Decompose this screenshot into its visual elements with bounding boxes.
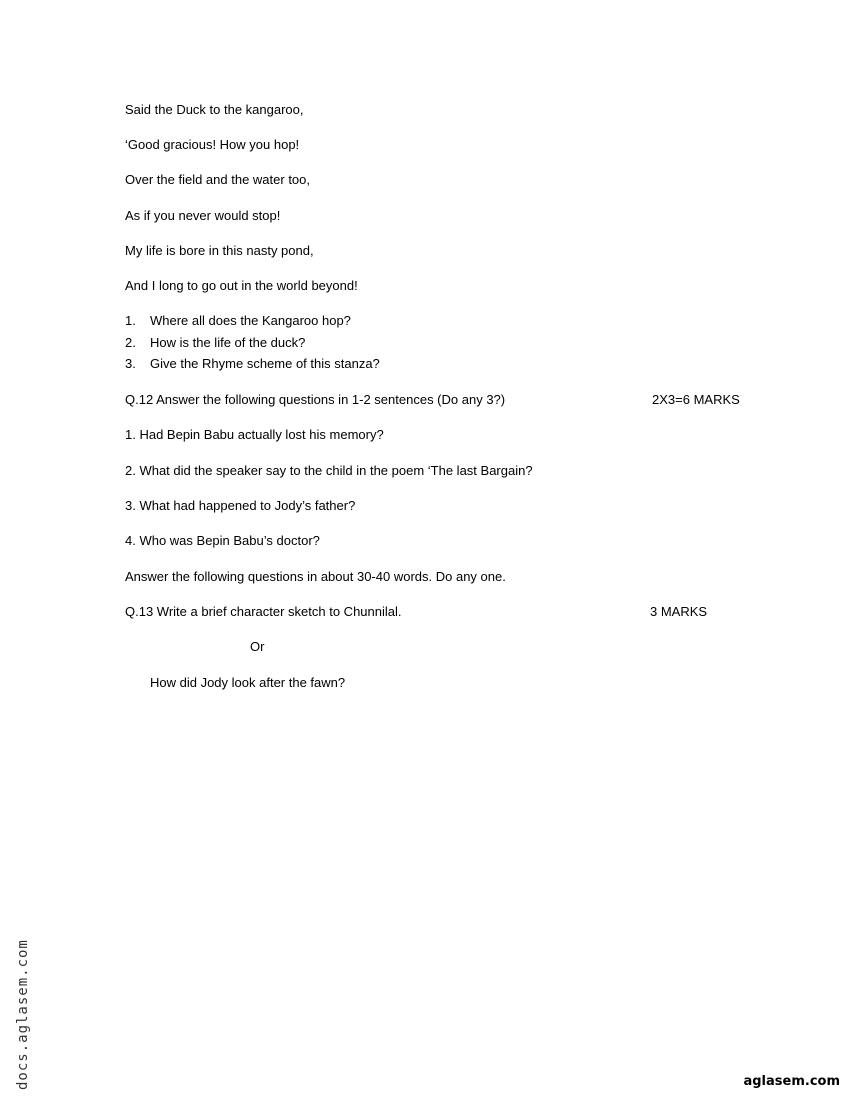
q12-item-1: 1. Had Bepin Babu actually lost his memory?	[125, 427, 384, 442]
poem-question-text: Give the Rhyme scheme of this stanza?	[150, 356, 380, 371]
corner-watermark: aglasem.com	[743, 1074, 840, 1089]
q12-heading: Q.12 Answer the following questions in 1-2 sentences (Do any 3?)	[125, 392, 506, 407]
poem-line-4: As if you never would stop!	[125, 208, 281, 223]
q12-marks: 2X3=6 MARKS	[652, 392, 740, 407]
poem-question-2	[125, 335, 305, 351]
poem-line-5: My life is bore in this nasty pond,	[125, 243, 314, 258]
q13-or-label: Or	[250, 639, 265, 654]
poem-line-2: ‘Good gracious! How you hop!	[125, 137, 300, 152]
q12-item-3: 3. What had happened to Jody’s father?	[125, 498, 356, 513]
poem-question-number: 1.	[125, 313, 136, 328]
poem-line-6: And I long to go out in the world beyond!	[125, 278, 358, 293]
side-watermark: docs.aglasem.com	[15, 939, 31, 1090]
q13-marks: 3 MARKS	[650, 604, 708, 619]
poem-line-3: Over the field and the water too,	[125, 172, 310, 187]
poem-question-text: How is the life of the duck?	[150, 335, 306, 350]
poem-question-3	[125, 356, 380, 372]
poem-question-1	[125, 313, 351, 329]
poem-question-number: 2.	[125, 335, 136, 350]
q13-alternative: How did Jody look after the fawn?	[150, 675, 346, 690]
section-instruction: Answer the following questions in about 30-40 words. Do any one.	[125, 569, 506, 584]
q12-item-4: 4. Who was Bepin Babu’s doctor?	[125, 533, 320, 548]
q12-item-2: 2. What did the speaker say to the child in the poem ‘The last Bargain?	[125, 463, 533, 478]
poem-question-number: 3.	[125, 356, 136, 371]
q13-heading: Q.13 Write a brief character sketch to Chunnilal.	[125, 604, 402, 619]
poem-question-text: Where all does the Kangaroo hop?	[150, 313, 351, 328]
poem-line-1: Said the Duck to the kangaroo,	[125, 102, 304, 117]
